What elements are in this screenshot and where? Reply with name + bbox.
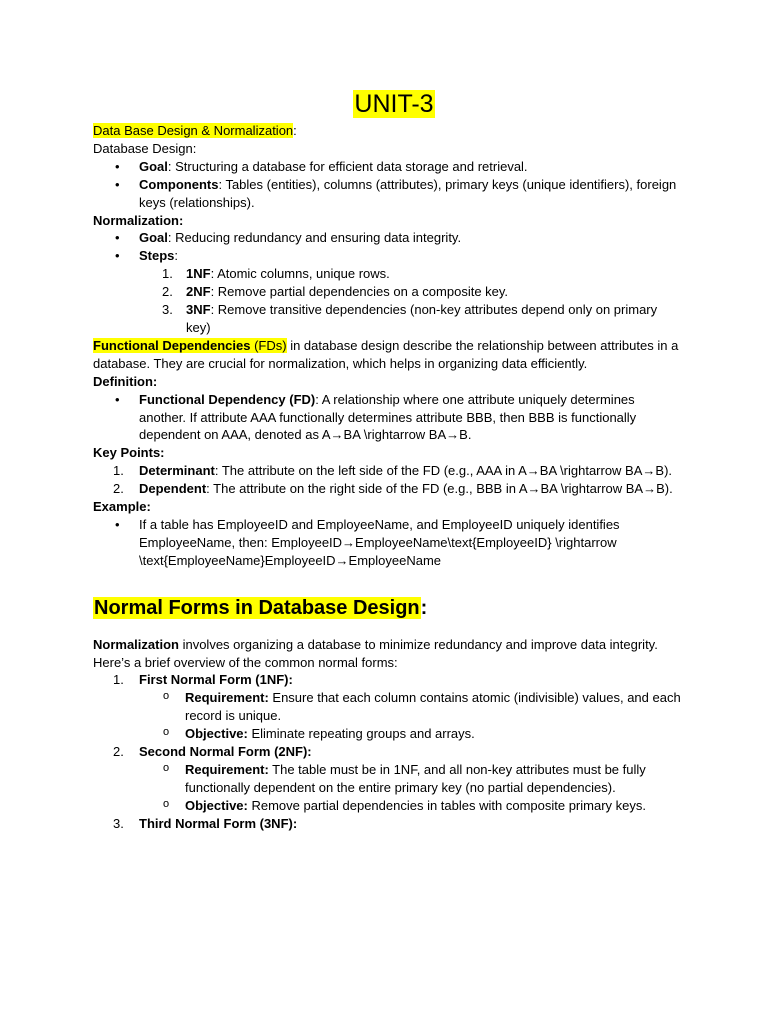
normal-form-3nf: 3. Third Normal Form (3NF):: [113, 815, 298, 831]
example-list: [93, 516, 683, 570]
list-item: o Requirement: The table must be in 1NF, and all non-key attributes must be fully functionally dependent on the entire primary key (no partial dependencies).: [93, 761, 683, 797]
list-item: 1. 1NF: Atomic columns, unique rows.: [162, 266, 390, 282]
list-item: o Requirement: Ensure that each column contains atomic (indivisible) values, and each record is unique.: [93, 689, 683, 725]
section-heading-1: Data Base Design & Normalization:: [93, 123, 297, 138]
section-heading-1-text: Data Base Design & Normalization: [93, 123, 294, 138]
normalization-list: [93, 229, 683, 265]
normalization-label: Normalization:: [93, 212, 184, 228]
fd-intro-term: Functional Dependencies: [93, 337, 251, 353]
example-label: Example:: [93, 499, 151, 515]
steps-list: [93, 265, 683, 337]
list-item: • Components: Tables (entities), columns (attributes), primary keys (unique identifiers), foreign keys (relationships).: [93, 176, 683, 212]
definition-label: Definition:: [93, 373, 158, 389]
list-item: • If a table has EmployeeID and EmployeeName, and EmployeeID uniquely identifies EmployeeName, then: EmployeeID→EmployeeName\text{EmployeeID} \rightarrow \text{EmployeeName}EmployeeID→EmployeeName: [93, 516, 683, 570]
section-heading-2: Normal Forms in Database Design:: [94, 596, 428, 619]
fd-intro-paragraph: Functional Dependencies (FDs) in database design describe the relationship between attributes in a database. They are crucial for normalization, which helps in organizing data efficiently.: [93, 337, 679, 371]
section-heading-2-text: Normal Forms in Database Design: [94, 596, 420, 619]
normal-form-1nf: 1. First Normal Form (1NF):: [113, 672, 293, 688]
list-item: • Goal: Reducing redundancy and ensuring data integrity.: [93, 229, 683, 247]
keypoints-label: Key Points:: [93, 445, 165, 461]
db-design-label: Database Design:: [93, 140, 197, 156]
normal-forms-list: [93, 671, 683, 832]
nf-intro-paragraph: Normalization involves organizing a database to minimize redundancy and improve data integrity. Here’s a brief overview of the common normal forms:: [93, 636, 658, 670]
list-item: 2. 2NF: Remove partial dependencies on a composite key.: [162, 284, 509, 300]
page-title: UNIT-3: [354, 90, 434, 118]
normal-form-2nf: 2. Second Normal Form (2NF):: [113, 744, 312, 760]
list-item: • Steps:: [93, 247, 683, 265]
list-item: 1. Determinant: The attribute on the left side of the FD (e.g., AAA in A→BA \rightarrow BA→B).: [113, 463, 673, 479]
list-item: o Objective: Remove partial dependencies in tables with composite primary keys.: [93, 797, 683, 815]
keypoints-list: [93, 462, 683, 498]
document-content: [93, 88, 683, 833]
title-block: [93, 88, 683, 120]
db-design-list: [93, 158, 683, 212]
list-item: 2. Dependent: The attribute on the right side of the FD (e.g., BBB in A→BA \rightarrow BA→B).: [113, 481, 673, 497]
list-item: o Objective: Eliminate repeating groups and arrays.: [93, 725, 683, 743]
list-item: • Goal: Structuring a database for efficient data storage and retrieval.: [93, 158, 683, 176]
definition-list: [93, 391, 683, 445]
list-item: 3. 3NF: Remove transitive dependencies (non-key attributes depend only on primary key): [162, 302, 658, 335]
list-item: • Functional Dependency (FD): A relationship where one attribute uniquely determines another. If attribute AAA functionally determines attribute BBB, then BBB is functionally dependent on AAA, denoted as A→BA \rightarrow BA→B.: [93, 391, 683, 445]
